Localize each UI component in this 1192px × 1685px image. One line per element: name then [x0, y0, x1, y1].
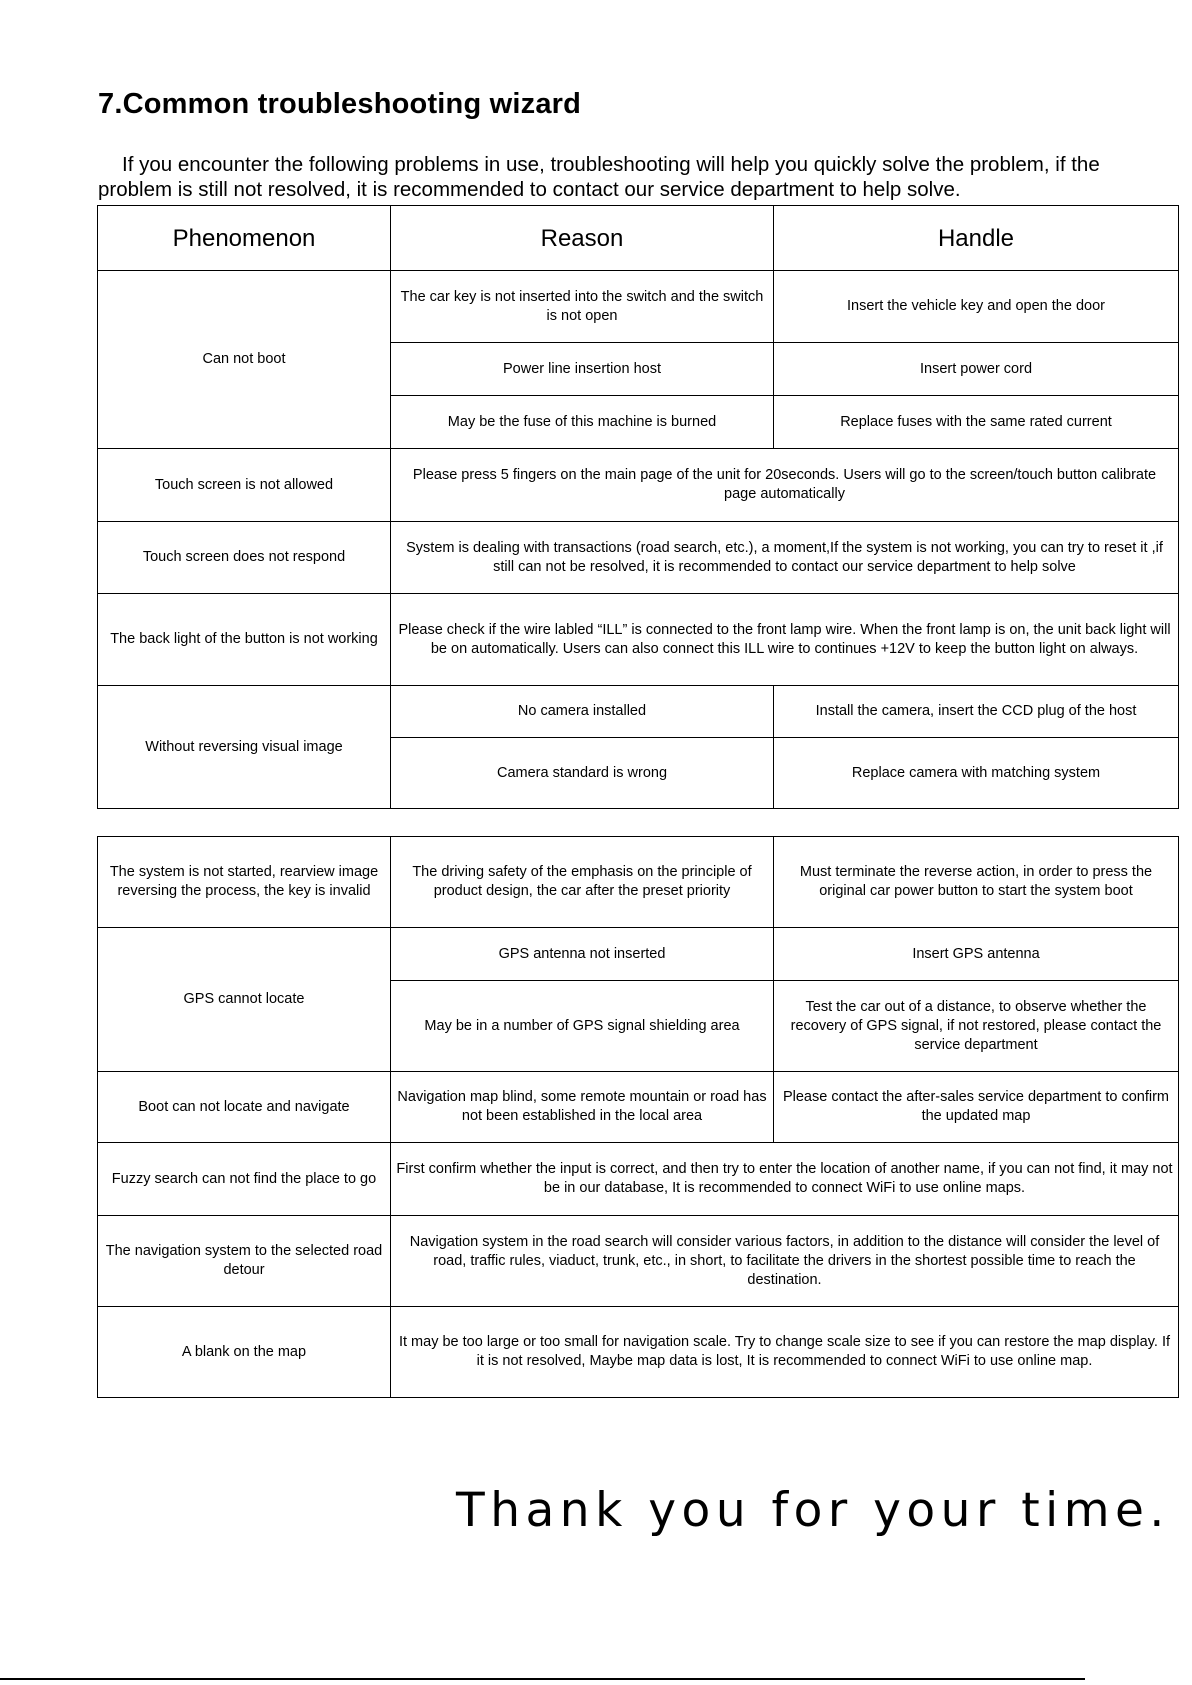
handle-cell: Replace camera with matching system [774, 738, 1179, 809]
reason-cell: The driving safety of the emphasis on the principle of product design, the car after the preset priority [391, 837, 774, 928]
closing-message: Thank you for your time. [456, 1483, 1170, 1538]
handle-cell: Must terminate the reverse action, in order to press the original car power button to start the system boot [774, 837, 1179, 928]
solution-cell: Please check if the wire labled “ILL” is connected to the front lamp wire. When the front lamp is on, the unit back light will be on automatically. Users can also connect this ILL wire to continues +12V to keep the button light on always. [391, 594, 1179, 686]
table-row [98, 1307, 1179, 1398]
solution-cell: System is dealing with transactions (road search, etc.), a moment,If the system is not working, you can try to reset it ,if still can not be resolved, it is recommended to contact our service department to help solve [391, 522, 1179, 594]
handle-cell: Insert power cord [774, 343, 1179, 396]
table-row [98, 522, 1179, 594]
reason-cell: Navigation map blind, some remote mountain or road has not been established in the local area [391, 1072, 774, 1143]
phenomenon-cell: Touch screen does not respond [98, 522, 391, 594]
handle-cell: Insert the vehicle key and open the door [774, 271, 1179, 343]
header-phenomenon: Phenomenon [98, 206, 391, 271]
intro-paragraph: If you encounter the following problems in use, troubleshooting will help you quickly solve the problem, if the problem is still not resolved, it is recommended to contact our service department to help solve. [98, 153, 1100, 201]
table-row [98, 594, 1179, 686]
phenomenon-cell: Boot can not locate and navigate [98, 1072, 391, 1143]
phenomenon-cell: The system is not started, rearview image reversing the process, the key is invalid [98, 837, 391, 928]
table-row [98, 271, 1179, 343]
table-row [98, 1216, 1179, 1307]
reason-cell: GPS antenna not inserted [391, 928, 774, 981]
phenomenon-cell: GPS cannot locate [98, 928, 391, 1072]
reason-cell: Camera standard is wrong [391, 738, 774, 809]
table-header-row [98, 206, 1179, 271]
reason-cell: May be in a number of GPS signal shielding area [391, 981, 774, 1072]
phenomenon-cell: Fuzzy search can not find the place to go [98, 1143, 391, 1216]
header-reason: Reason [391, 206, 774, 271]
table-row [98, 1072, 1179, 1143]
solution-cell: It may be too large or too small for navigation scale. Try to change scale size to see if you can restore the map display. If it is not resolved, Maybe map data is lost, It is recommended to connect WiFi to use online map. [391, 1307, 1179, 1398]
troubleshooting-table-1 [97, 205, 1179, 809]
troubleshooting-table-2 [97, 836, 1179, 1398]
table-row [98, 1143, 1179, 1216]
solution-cell: Navigation system in the road search will consider various factors, in addition to the distance will consider the level of road, traffic rules, viaduct, trunk, etc., in short, to facilitate the drivers in the shortest possible time to reach the destination. [391, 1216, 1179, 1307]
reason-cell: Power line insertion host [391, 343, 774, 396]
reason-cell: May be the fuse of this machine is burned [391, 396, 774, 449]
phenomenon-cell: Can not boot [98, 271, 391, 449]
handle-cell: Insert GPS antenna [774, 928, 1179, 981]
handle-cell: Test the car out of a distance, to observe whether the recovery of GPS signal, if not restored, please contact the service department [774, 981, 1179, 1072]
header-handle: Handle [774, 206, 1179, 271]
solution-cell: First confirm whether the input is correct, and then try to enter the location of another name, if you can not find, it may not be in our database, It is recommended to connect WiFi to use online maps. [391, 1143, 1179, 1216]
reason-cell: No camera installed [391, 686, 774, 738]
phenomenon-cell: The navigation system to the selected road detour [98, 1216, 391, 1307]
page-title: 7.Common troubleshooting wizard [98, 88, 582, 120]
solution-cell: Please press 5 fingers on the main page of the unit for 20seconds. Users will go to the screen/touch button calibrate page automatically [391, 449, 1179, 522]
reason-cell: The car key is not inserted into the switch and the switch is not open [391, 271, 774, 343]
table-row [98, 449, 1179, 522]
footer-divider [0, 1678, 1085, 1680]
table-row [98, 837, 1179, 928]
phenomenon-cell: A blank on the map [98, 1307, 391, 1398]
phenomenon-cell: Without reversing visual image [98, 686, 391, 809]
phenomenon-cell: The back light of the button is not working [98, 594, 391, 686]
handle-cell: Replace fuses with the same rated current [774, 396, 1179, 449]
phenomenon-cell: Touch screen is not allowed [98, 449, 391, 522]
table-row [98, 928, 1179, 981]
handle-cell: Install the camera, insert the CCD plug of the host [774, 686, 1179, 738]
handle-cell: Please contact the after-sales service department to confirm the updated map [774, 1072, 1179, 1143]
table-row [98, 686, 1179, 738]
